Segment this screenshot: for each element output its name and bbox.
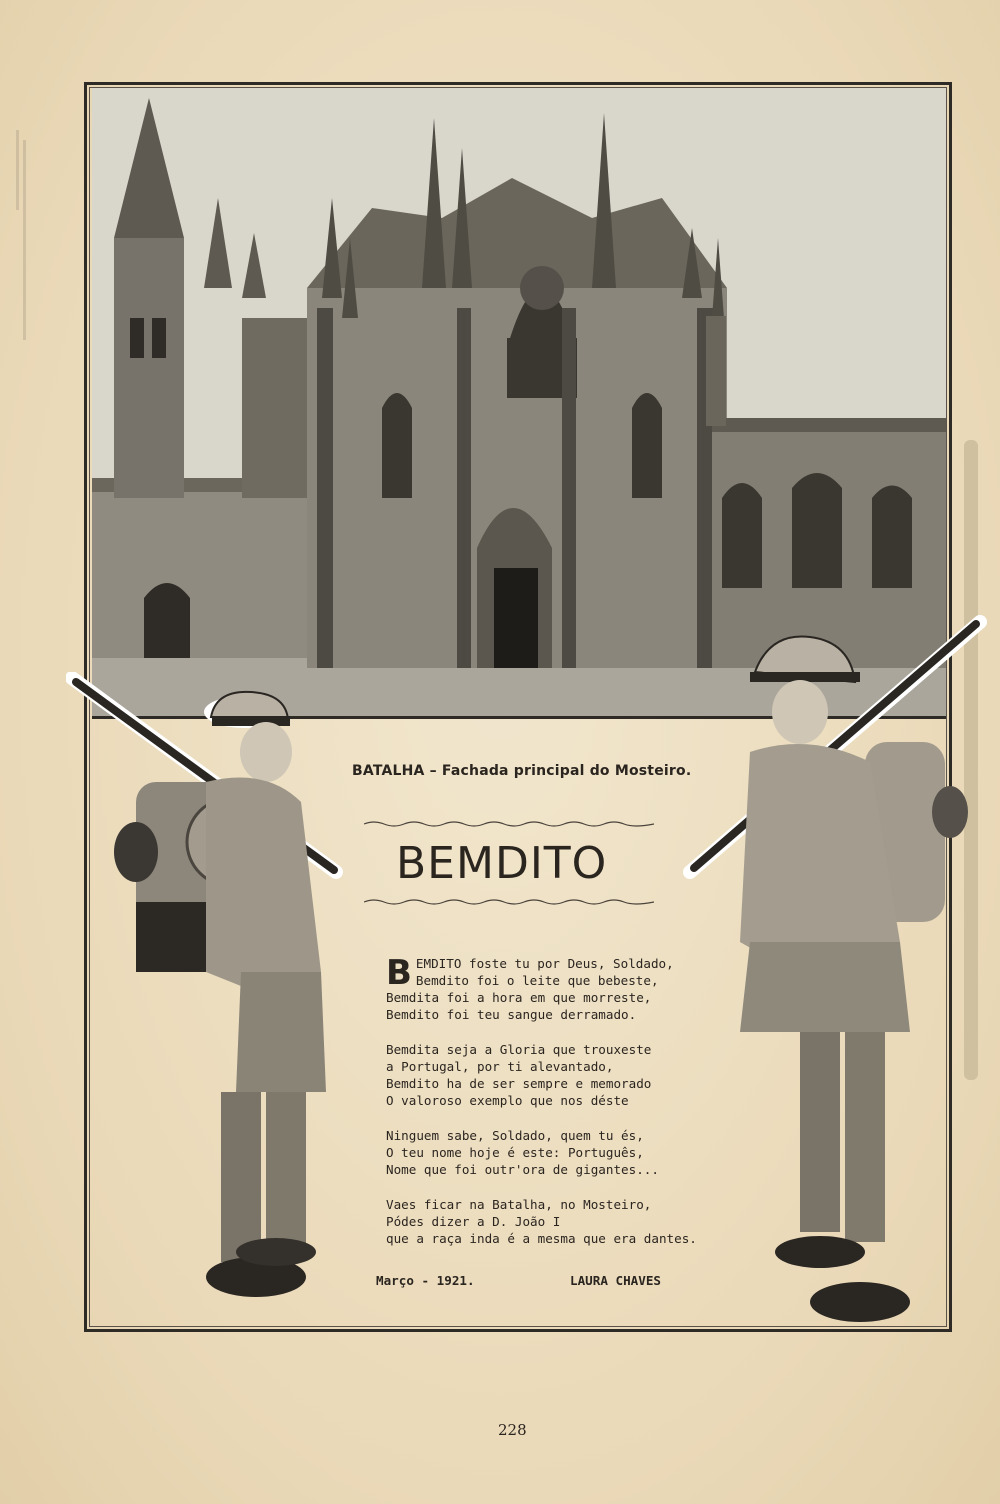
poem-body (386, 953, 697, 1265)
poem-line: Ninguem sabe, Soldado, quem tu és, (386, 1128, 644, 1143)
left-soldier-figure (66, 672, 366, 1322)
poem-author: LAURA CHAVES (570, 1273, 661, 1288)
stanza-4 (386, 1196, 697, 1247)
poem-line: que a raça inda é a mesma que era dantes. (386, 1231, 697, 1246)
poem-title: BEMDITO (396, 838, 608, 889)
poem-line: Nome que foi outr'ora de gigantes... (386, 1162, 659, 1177)
title-flourish-bottom (364, 896, 654, 908)
photo-caption: BATALHA – Fachada principal do Mosteiro. (352, 763, 692, 779)
poem-line: EMDITO foste tu por Deus, Soldado, (415, 956, 674, 971)
poem-line: Bemdito foi o leite que bebeste, (415, 973, 659, 988)
stanza-3 (386, 1127, 686, 1178)
poem-line: a Portugal, por ti alevantado, (386, 1059, 614, 1074)
right-soldier-figure (660, 612, 990, 1332)
bleed-through-marks (12, 130, 32, 350)
drop-cap: B (386, 953, 412, 993)
title-flourish-top (364, 818, 654, 830)
poem-date: Março - 1921. (376, 1273, 475, 1288)
stanza-1 (386, 955, 686, 1023)
poem-line: Bemdito ha de ser sempre e memorado (386, 1076, 652, 1091)
poem-line: O valoroso exemplo que nos déste (386, 1093, 629, 1108)
poem-line: Vaes ficar na Batalha, no Mosteiro, (386, 1197, 652, 1212)
poem-line: Pódes dizer a D. João I (386, 1214, 561, 1229)
page-number: 228 (498, 1421, 527, 1439)
poem-line: Bemdita seja a Gloria que trouxeste (386, 1042, 652, 1057)
poem-line: Bemdito foi teu sangue derramado. (386, 1007, 637, 1022)
poem-line: O teu nome hoje é este: Português, (386, 1145, 644, 1160)
poem-line: Bemdita foi a hora em que morreste, (386, 990, 652, 1005)
stanza-2 (386, 1041, 686, 1109)
